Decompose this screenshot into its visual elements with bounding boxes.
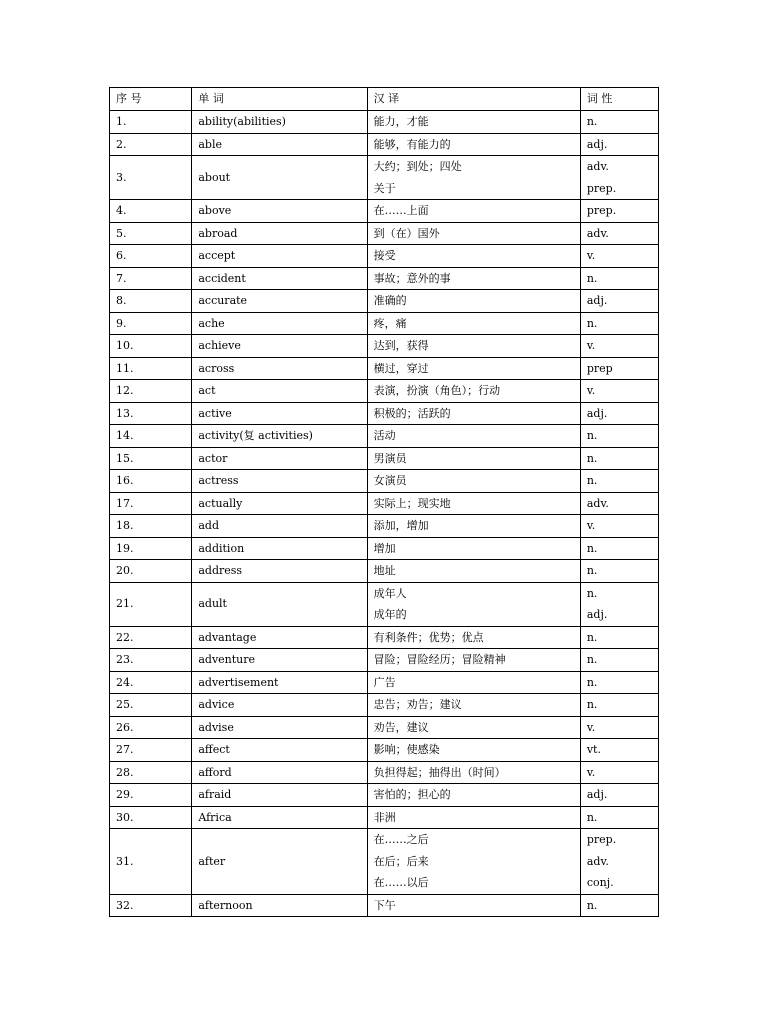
translation-line: 在……上面 [373,204,429,217]
part-of-speech-line: v. [586,720,596,734]
table-row [110,290,659,313]
row-word: above [192,200,367,223]
table-row [110,335,659,358]
part-of-speech-line: prep. [586,833,617,846]
table-row [110,425,659,448]
translation-line: 劝告，建议 [373,720,429,734]
row-translation [367,784,580,807]
table-row [110,312,659,335]
translation-line: 到（在）国外 [373,226,440,240]
row-translation [367,492,580,515]
part-of-speech-line: n. [586,810,598,824]
row-number: 16. [110,470,192,493]
row-part-of-speech [580,425,658,448]
translation-line: 疼，痛 [373,316,407,330]
row-word: afternoon [192,894,367,917]
row-number: 7. [110,267,192,290]
part-of-speech-line: adj. [586,137,608,151]
row-translation [367,425,580,448]
row-part-of-speech [580,649,658,672]
row-number: 9. [110,312,192,335]
part-of-speech-line: n. [586,586,598,600]
row-translation [367,402,580,425]
translation-line: 成年人 [373,586,407,600]
row-translation [367,894,580,917]
row-number: 29. [110,784,192,807]
row-word: abroad [192,222,367,245]
row-part-of-speech [580,739,658,762]
row-translation [367,290,580,313]
part-of-speech-line: v. [586,765,596,779]
row-word: Africa [192,806,367,829]
table-row [110,806,659,829]
part-of-speech-line: prep. [586,181,617,195]
row-part-of-speech [580,267,658,290]
translation-line: 女演员 [373,474,407,487]
translation-line: 忠告；劝告；建议 [373,698,462,711]
translation-line: 负担得起；抽得出（时间） [373,765,506,779]
row-number: 31. [110,829,192,895]
table-row [110,716,659,739]
row-part-of-speech [580,111,658,134]
part-of-speech-line: adv. [586,496,609,510]
row-translation [367,357,580,380]
row-number: 23. [110,649,192,672]
row-number: 19. [110,537,192,560]
row-part-of-speech [580,470,658,493]
row-number: 14. [110,425,192,448]
part-of-speech-line: n. [586,115,598,128]
part-of-speech-line: n. [586,630,598,644]
row-part-of-speech [580,829,658,895]
row-translation [367,447,580,470]
table-row [110,537,659,560]
row-part-of-speech [580,290,658,313]
translation-line: 接受 [373,249,396,262]
row-part-of-speech [580,357,658,380]
translation-line: 大约；到处；四处 [373,160,462,173]
row-translation [367,267,580,290]
row-translation [367,312,580,335]
table-row [110,649,659,672]
table-row [110,222,659,245]
part-of-speech-line: conj. [586,876,614,889]
part-of-speech-line: adv. [586,160,609,173]
row-translation [367,694,580,717]
table-row [110,582,659,626]
part-of-speech-line: v. [586,249,596,262]
row-word: activity(复 activities) [192,425,367,448]
row-number: 2. [110,133,192,156]
header-word: 单 词 [192,88,367,111]
row-part-of-speech [580,222,658,245]
row-word: afford [192,761,367,784]
row-number: 24. [110,671,192,694]
part-of-speech-line: n. [586,675,598,689]
row-part-of-speech [580,626,658,649]
row-number: 13. [110,402,192,425]
translation-line: 添加，增加 [373,519,429,532]
translation-line: 有利条件；优势；优点 [373,630,484,644]
row-number: 28. [110,761,192,784]
row-translation [367,626,580,649]
part-of-speech-line: adj. [586,608,608,621]
row-word: accept [192,245,367,268]
row-word: advantage [192,626,367,649]
row-part-of-speech [580,537,658,560]
row-part-of-speech [580,761,658,784]
row-number: 18. [110,515,192,538]
row-translation [367,335,580,358]
translation-line: 非洲 [373,810,396,824]
row-translation [367,470,580,493]
row-number: 8. [110,290,192,313]
translation-line: 影响；使感染 [373,743,440,756]
row-translation [367,200,580,223]
row-word: able [192,133,367,156]
row-number: 15. [110,447,192,470]
table-row [110,515,659,538]
row-number: 25. [110,694,192,717]
translation-line: 达到，获得 [373,339,429,352]
row-translation [367,649,580,672]
row-translation [367,156,580,200]
table-row [110,200,659,223]
part-of-speech-line: n. [586,451,598,465]
table-row [110,739,659,762]
row-part-of-speech [580,447,658,470]
row-number: 11. [110,357,192,380]
row-part-of-speech [580,492,658,515]
row-translation [367,245,580,268]
header-part-of-speech: 词 性 [580,88,658,111]
row-translation [367,133,580,156]
row-translation [367,222,580,245]
row-part-of-speech [580,582,658,626]
part-of-speech-line: prep. [586,204,617,217]
row-number: 32. [110,894,192,917]
header-translation: 汉 译 [367,88,580,111]
table-row [110,671,659,694]
part-of-speech-line: n. [586,541,598,555]
part-of-speech-line: n. [586,564,598,577]
row-translation [367,111,580,134]
translation-line: 能力，才能 [373,115,429,128]
row-word: afraid [192,784,367,807]
row-word: accident [192,267,367,290]
row-word: address [192,560,367,583]
translation-line: 实际上；现实地 [373,496,451,510]
table-header-row [110,88,659,111]
translation-line: 增加 [373,541,396,555]
table-row [110,626,659,649]
part-of-speech-line: adv. [586,226,609,240]
part-of-speech-line: n. [586,653,598,666]
table-row [110,470,659,493]
row-translation [367,671,580,694]
translation-line: 横过，穿过 [373,361,429,375]
vocabulary-table-body [110,88,659,917]
table-row [110,156,659,200]
translation-line: 在……以后 [373,876,429,889]
row-part-of-speech [580,784,658,807]
row-word: ache [192,312,367,335]
table-row [110,402,659,425]
translation-line: 活动 [373,429,396,442]
row-number: 22. [110,626,192,649]
row-translation [367,515,580,538]
part-of-speech-line: v. [586,384,596,397]
row-part-of-speech [580,245,658,268]
table-row [110,492,659,515]
row-word: advice [192,694,367,717]
part-of-speech-line: v. [586,519,596,532]
translation-line: 成年的 [373,608,407,621]
translation-line: 下午 [373,898,396,912]
row-part-of-speech [580,671,658,694]
translation-line: 能够，有能力的 [373,137,451,151]
translation-line: 事故；意外的事 [373,271,451,285]
row-word: ability(abilities) [192,111,367,134]
part-of-speech-line: adv. [586,854,609,868]
translation-line: 男演员 [373,451,407,465]
translation-line: 冒险；冒险经历；冒险精神 [373,653,506,666]
row-word: addition [192,537,367,560]
row-number: 5. [110,222,192,245]
table-row [110,357,659,380]
part-of-speech-line: adj. [586,788,608,801]
table-row [110,380,659,403]
translation-line: 准确的 [373,294,407,307]
table-row [110,245,659,268]
row-number: 3. [110,156,192,200]
row-part-of-speech [580,515,658,538]
row-translation [367,582,580,626]
row-word: add [192,515,367,538]
table-row [110,560,659,583]
row-number: 4. [110,200,192,223]
row-translation [367,806,580,829]
row-part-of-speech [580,380,658,403]
table-row [110,829,659,895]
row-translation [367,829,580,895]
row-word: adult [192,582,367,626]
row-part-of-speech [580,402,658,425]
translation-line: 关于 [373,181,396,195]
row-part-of-speech [580,716,658,739]
part-of-speech-line: prep [586,361,613,375]
row-number: 10. [110,335,192,358]
part-of-speech-line: adj. [586,406,608,420]
translation-line: 表演，扮演（角色）；行动 [373,384,501,397]
translation-line: 地址 [373,564,396,577]
table-row [110,894,659,917]
table-row [110,111,659,134]
part-of-speech-line: n. [586,698,598,711]
table-row [110,761,659,784]
part-of-speech-line: n. [586,316,598,330]
translation-line: 积极的；活跃的 [373,406,451,420]
row-word: active [192,402,367,425]
row-part-of-speech [580,894,658,917]
row-part-of-speech [580,312,658,335]
row-part-of-speech [580,133,658,156]
row-word: accurate [192,290,367,313]
row-part-of-speech [580,560,658,583]
table-row [110,133,659,156]
part-of-speech-line: n. [586,271,598,285]
row-word: adventure [192,649,367,672]
row-translation [367,560,580,583]
table-row [110,447,659,470]
row-part-of-speech [580,335,658,358]
table-row [110,694,659,717]
row-number: 30. [110,806,192,829]
part-of-speech-line: adj. [586,294,608,307]
row-word: across [192,357,367,380]
row-word: actually [192,492,367,515]
row-word: advise [192,716,367,739]
row-translation [367,761,580,784]
part-of-speech-line: n. [586,474,598,487]
row-translation [367,537,580,560]
translation-line: 在……之后 [373,833,429,846]
row-part-of-speech [580,694,658,717]
row-word: actress [192,470,367,493]
row-word: advertisement [192,671,367,694]
translation-line: 广告 [373,675,396,689]
row-number: 21. [110,582,192,626]
row-word: actor [192,447,367,470]
row-number: 6. [110,245,192,268]
row-word: about [192,156,367,200]
row-number: 12. [110,380,192,403]
row-word: act [192,380,367,403]
row-number: 1. [110,111,192,134]
part-of-speech-line: n. [586,429,598,442]
row-translation [367,739,580,762]
row-translation [367,716,580,739]
row-word: affect [192,739,367,762]
part-of-speech-line: vt. [586,743,601,756]
header-number: 序 号 [110,88,192,111]
row-word: achieve [192,335,367,358]
row-number: 26. [110,716,192,739]
row-number: 20. [110,560,192,583]
row-part-of-speech [580,156,658,200]
translation-line: 在后；后来 [373,854,429,868]
row-translation [367,380,580,403]
part-of-speech-line: v. [586,339,596,352]
row-number: 17. [110,492,192,515]
row-part-of-speech [580,806,658,829]
translation-line: 害怕的；担心的 [373,788,451,801]
row-word: after [192,829,367,895]
row-number: 27. [110,739,192,762]
vocabulary-table [109,87,659,917]
table-row [110,267,659,290]
part-of-speech-line: n. [586,898,598,912]
row-part-of-speech [580,200,658,223]
table-row [110,784,659,807]
